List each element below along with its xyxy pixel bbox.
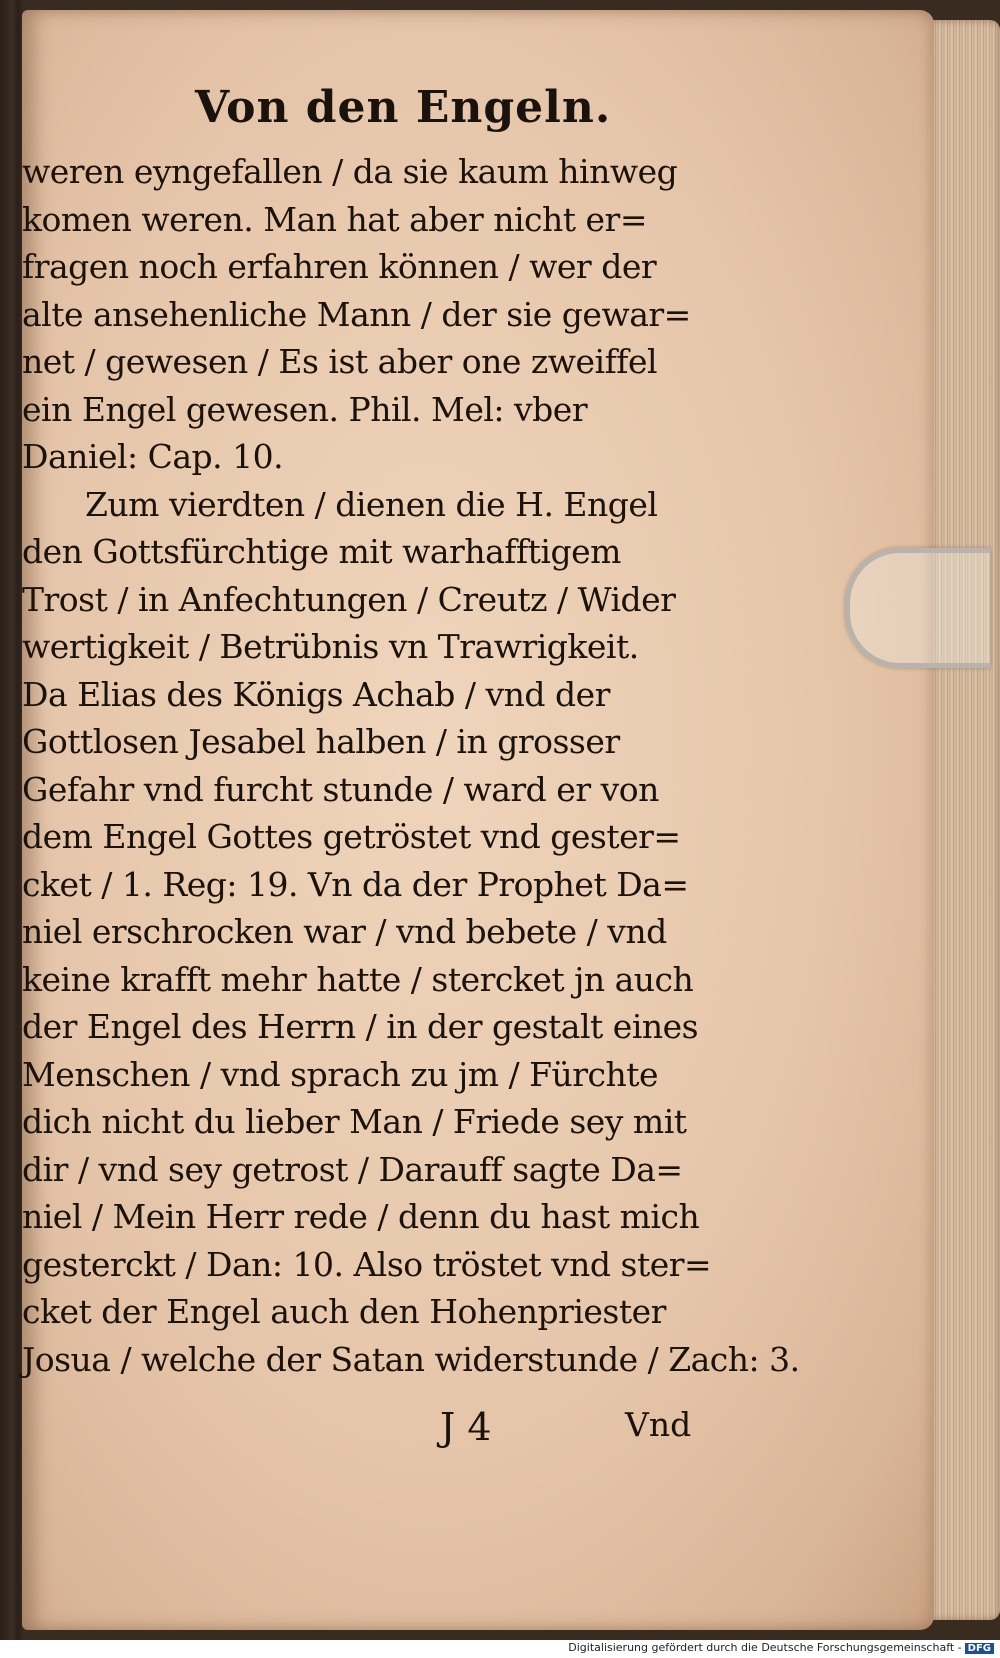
text-line: net / gewesen / Es ist aber one zweiffel	[22, 342, 658, 381]
catchword: Vnd	[625, 1405, 692, 1444]
text-line: Trost / in Anfechtungen / Creutz / Wider	[22, 579, 676, 619]
text-line: Zum vierdten / dienen die H. Engel	[85, 484, 658, 524]
text-line: den Gottsfürchtige mit warhafftigem	[22, 532, 621, 571]
book-fore-edge	[930, 20, 1000, 1620]
text-line: komen weren. Man hat aber nicht er=	[22, 199, 647, 239]
credit-line	[568, 1641, 994, 1654]
text-line: Daniel: Cap. 10.	[22, 437, 284, 476]
text-line: niel erschrocken war / vnd bebete / vnd	[22, 912, 667, 951]
text-line: ein Engel gewesen. Phil. Mel: vber	[22, 389, 588, 429]
dfg-logo: DFG	[965, 1643, 994, 1654]
text-line: Menschen / vnd sprach zu jm / Fürchte	[22, 1054, 659, 1094]
text-line: wertigkeit / Betrübnis vn Trawrigkeit.	[22, 627, 639, 666]
running-head: Von den Engeln.	[195, 82, 612, 133]
text-line: Josua / welche der Satan widerstunde / Zach: 3.	[22, 1339, 800, 1379]
text-line: keine krafft mehr hatte / stercket jn auch	[22, 959, 694, 999]
paper-clip	[845, 548, 990, 668]
text-line: weren eyngefallen / da sie kaum hinweg	[22, 152, 678, 191]
text-line: der Engel des Herrn / in der gestalt eines	[22, 1007, 699, 1046]
text-line: dich nicht du lieber Man / Friede sey mit	[22, 1102, 687, 1141]
text-line: niel / Mein Herr rede / denn du hast mich	[22, 1197, 700, 1236]
signature-mark: J 4	[440, 1405, 492, 1449]
text-line: alte ansehenliche Mann / der sie gewar=	[22, 294, 691, 334]
text-line: fragen noch erfahren können / wer der	[22, 247, 657, 286]
text-line: cket / 1. Reg: 19. Vn da der Prophet Da=	[22, 864, 689, 904]
text-line: Da Elias des Königs Achab / vnd der	[22, 674, 610, 714]
credit-text: Digitalisierung gefördert durch die Deutsche Forschungsgemeinschaft -	[568, 1641, 962, 1654]
text-line: cket der Engel auch den Hohenpriester	[22, 1292, 666, 1331]
text-line: Gottlosen Jesabel halben / in grosser	[22, 722, 620, 761]
text-line: gesterckt / Dan: 10. Also tröstet vnd ster=	[22, 1244, 712, 1284]
text-line: dir / vnd sey getrost / Darauff sagte Da=	[22, 1149, 683, 1189]
text-line: dem Engel Gottes getröstet vnd gester=	[22, 817, 681, 856]
text-line: Gefahr vnd furcht stunde / ward er von	[22, 769, 659, 809]
